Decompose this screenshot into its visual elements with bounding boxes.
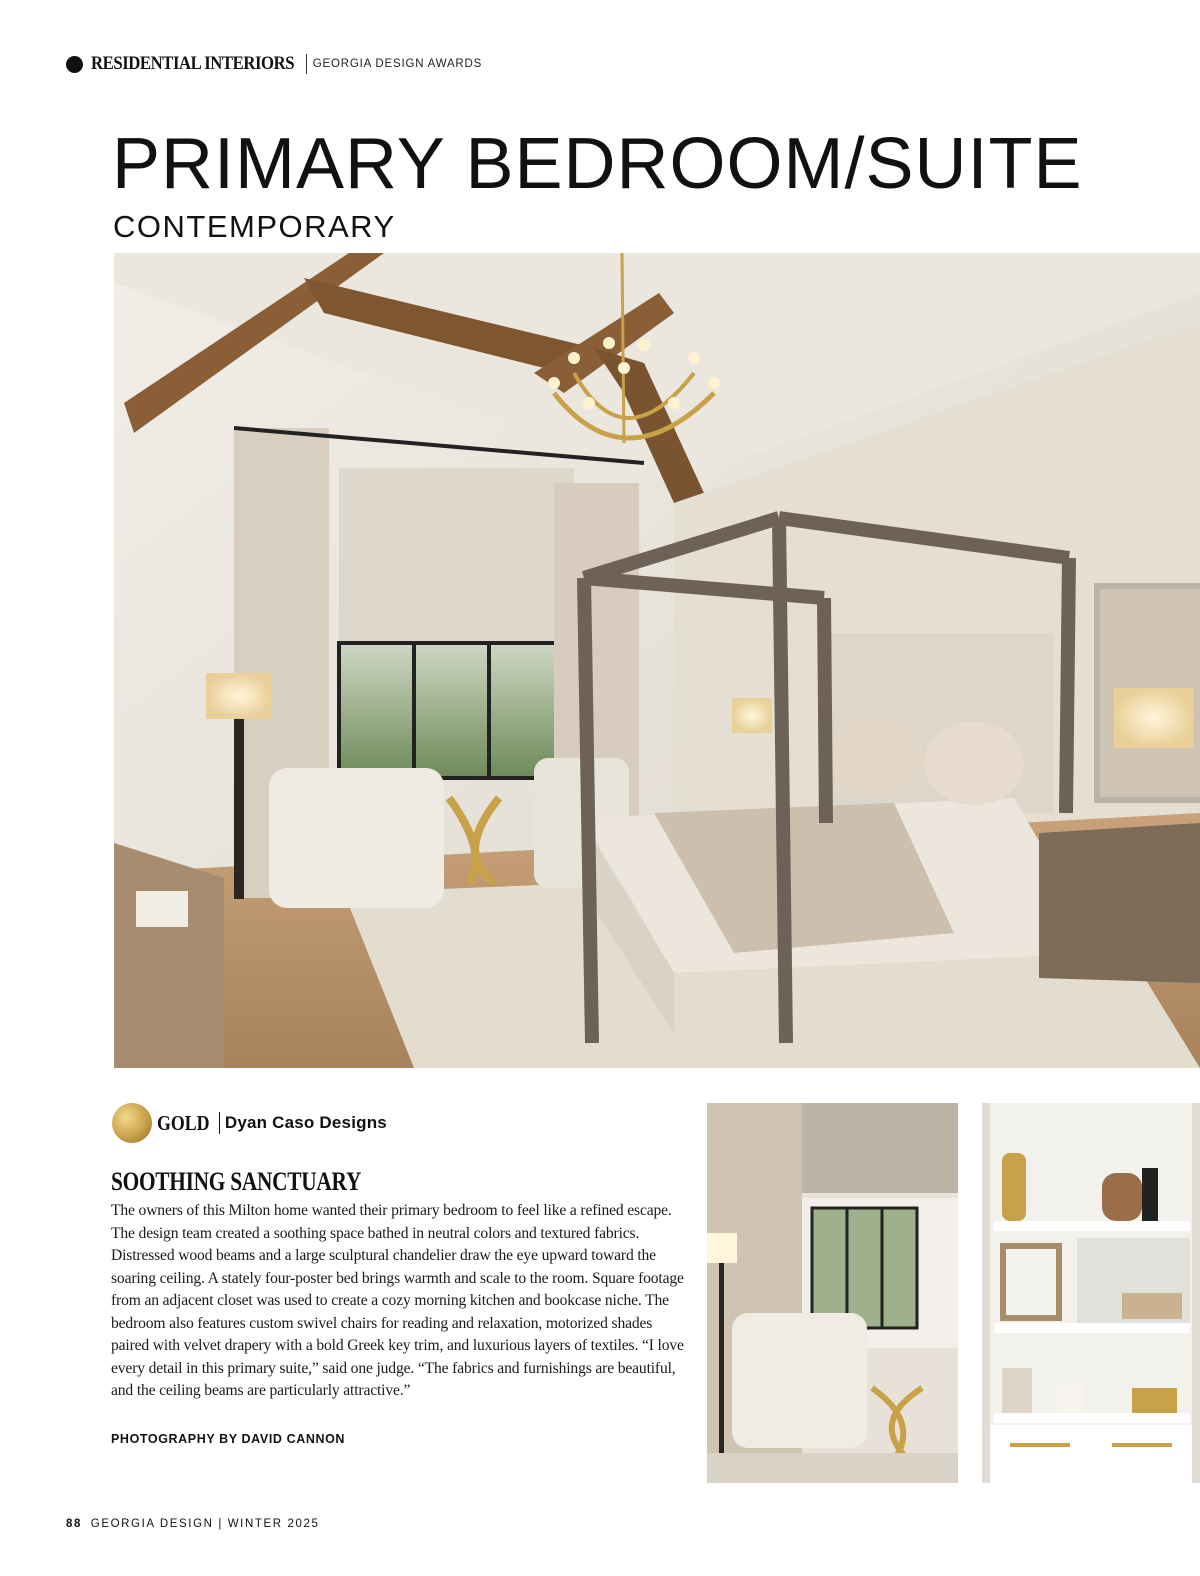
page-header: [66, 52, 482, 76]
footer-divider: |: [218, 1518, 223, 1530]
article-headline: SOOTHING SANCTUARY: [111, 1167, 362, 1196]
sitting-area-photo: [707, 1103, 958, 1483]
section-bullet-icon: [66, 56, 83, 73]
section-name: RESIDENTIAL INTERIORS: [91, 53, 295, 74]
magazine-name: GEORGIA DESIGN: [90, 1518, 214, 1530]
awards-label: GEORGIA DESIGN AWARDS: [312, 58, 483, 70]
award-divider: [219, 1112, 220, 1134]
award-badge: [112, 1102, 387, 1144]
main-bedroom-photo: [114, 253, 1200, 1068]
category-title: PRIMARY BEDROOM/SUITE: [112, 124, 1083, 204]
issue-name: WINTER 2025: [227, 1518, 320, 1530]
photo-credit: PHOTOGRAPHY BY DAVID CANNON: [111, 1432, 346, 1446]
header-divider: [306, 54, 307, 74]
designer-name: Dyan Caso Designs: [224, 1113, 387, 1132]
article-body: The owners of this Milton home wanted their primary bedroom to feel like a refined escape. The design team created a soothing space bathed in neutral colors and textured fabrics. Distressed wood beams and a large sculptural chandelier draw the eye upward toward the soaring ceiling. A stately four-poster bed brings warmth and scale to the room. Square footage from an adjacent closet was used to create a cozy morning kitchen and bookcase niche. The bedroom also features custom swivel chairs for reading and relaxation, motorized shades paired with velvet drapery with a bold Greek key trim, and luxurious layers of textiles. “I love every detail in this primary suite,” said one judge. “The fabrics and furnishings are beautiful, and the ceiling beams are particularly attractive.”: [111, 1202, 684, 1399]
bookcase-niche-photo: [982, 1103, 1200, 1483]
award-level: GOLD: [157, 1110, 210, 1135]
page-number: 88: [66, 1518, 82, 1530]
page-footer: [66, 1518, 319, 1530]
gold-medal-icon: [112, 1103, 152, 1143]
category-subtitle: CONTEMPORARY: [113, 209, 396, 244]
